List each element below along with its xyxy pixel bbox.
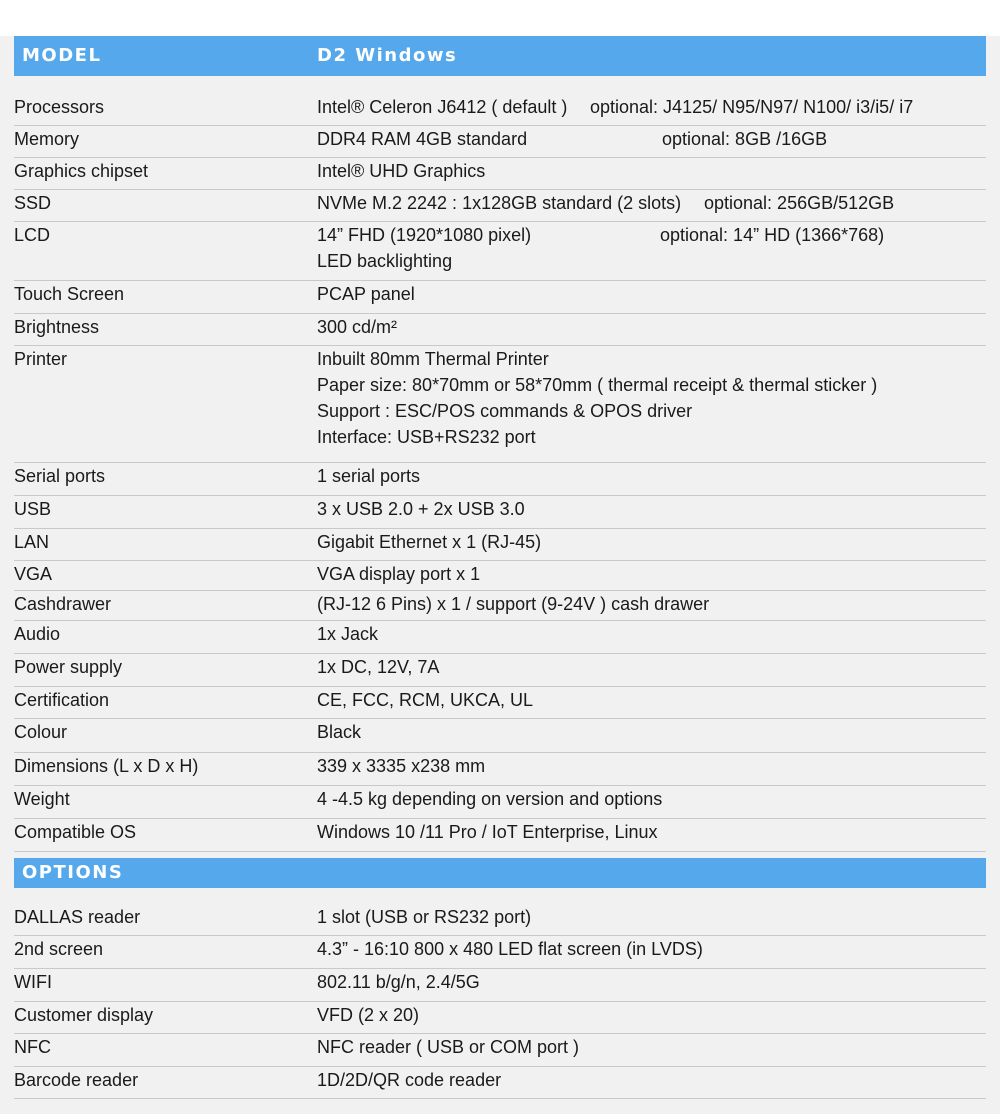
- spec-value-text: 3 x USB 2.0 + 2x USB 3.0: [317, 499, 525, 519]
- spec-value-text: Intel® Celeron J6412 ( default ): [317, 97, 568, 117]
- spec-label: Graphics chipset: [14, 161, 149, 181]
- spec-value-text: NVMe M.2 2242 : 1x128GB standard (2 slots): [317, 193, 682, 213]
- spec-row: [14, 591, 986, 621]
- spec-value: [317, 936, 703, 962]
- spec-row: [14, 94, 986, 126]
- spec-value: [317, 753, 485, 779]
- spec-value-text: NFC reader ( USB or COM port ): [317, 1037, 580, 1057]
- spec-value: [317, 94, 567, 120]
- spec-label: Printer: [14, 349, 68, 369]
- spec-label: Colour: [14, 722, 68, 742]
- spec-label: WIFI: [14, 972, 52, 992]
- spec-optional: optional: J4125/ N95/N97/ N100/ i3/i5/ i7: [590, 97, 914, 117]
- spec-label: Weight: [14, 789, 70, 809]
- spec-value: [317, 158, 485, 184]
- spec-value: [317, 463, 420, 489]
- spec-row: [14, 687, 986, 719]
- spec-value-text: 339 x 3335 x238 mm: [317, 756, 486, 776]
- model-spec-table: [14, 94, 986, 852]
- spec-label: Certification: [14, 690, 110, 710]
- spec-row: [14, 222, 986, 281]
- spec-row: [14, 158, 986, 190]
- spec-row: [14, 786, 986, 819]
- spec-optional: optional: 256GB/512GB: [704, 193, 895, 213]
- spec-label: Barcode reader: [14, 1070, 139, 1090]
- spec-label: Memory: [14, 129, 80, 149]
- spec-row: [14, 936, 986, 969]
- spec-label: LCD: [14, 225, 51, 245]
- spec-value-text: 1 slot (USB or RS232 port): [317, 907, 532, 927]
- spec-value-text: Gigabit Ethernet x 1 (RJ-45): [317, 532, 542, 552]
- spec-value: [317, 529, 541, 555]
- spec-value-text: PCAP panel: [317, 284, 415, 304]
- spec-value-text: DDR4 RAM 4GB standard: [317, 129, 528, 149]
- options-header-bar: [14, 858, 986, 888]
- spec-row: [14, 529, 986, 561]
- spec-value: [317, 621, 378, 647]
- spec-value: [317, 819, 658, 845]
- spec-label: Touch Screen: [14, 284, 125, 304]
- spec-row: [14, 621, 986, 654]
- spec-value: [317, 222, 531, 274]
- spec-row: [14, 753, 986, 786]
- spec-value: [317, 591, 709, 617]
- spec-row: [14, 561, 986, 591]
- spec-label: Audio: [14, 624, 61, 644]
- spec-row: [14, 719, 986, 753]
- spec-value-text: CE, FCC, RCM, UKCA, UL: [317, 690, 534, 710]
- spec-value-text: 1 serial ports: [317, 466, 421, 486]
- top-white-band: [0, 0, 1000, 36]
- spec-value-text: Inbuilt 80mm Thermal Printer: [317, 349, 549, 369]
- spec-row: [14, 496, 986, 529]
- spec-row: [14, 281, 986, 314]
- spec-label: DALLAS reader: [14, 907, 141, 927]
- options-header-label: OPTIONS: [22, 862, 124, 883]
- spec-value-text: 300 cd/m²: [317, 317, 398, 337]
- spec-value: [317, 561, 480, 587]
- spec-row: [14, 346, 986, 463]
- spec-value-text: 1x Jack: [317, 624, 379, 644]
- options-spec-table: [14, 904, 986, 1099]
- spec-row: [14, 819, 986, 852]
- spec-value: [317, 1034, 579, 1060]
- spec-label: 2nd screen: [14, 939, 104, 959]
- spec-value: [317, 1002, 419, 1028]
- spec-label: NFC: [14, 1037, 51, 1057]
- spec-value: [317, 126, 527, 152]
- spec-value-line: Paper size: 80*70mm or 58*70mm ( thermal receipt & thermal sticker ): [317, 375, 878, 395]
- spec-label: VGA: [14, 564, 53, 584]
- spec-label: Processors: [14, 97, 105, 117]
- spec-value: [317, 346, 877, 450]
- spec-row: [14, 314, 986, 346]
- spec-label: Power supply: [14, 657, 123, 677]
- spec-label: Brightness: [14, 317, 100, 337]
- spec-value-text: 802.11 b/g/n, 2.4/5G: [317, 972, 480, 992]
- spec-row: [14, 126, 986, 158]
- spec-row: [14, 904, 986, 936]
- spec-value-text: Intel® UHD Graphics: [317, 161, 486, 181]
- spec-value-text: VGA display port x 1: [317, 564, 481, 584]
- spec-value-text: VFD (2 x 20): [317, 1005, 420, 1025]
- spec-label: Cashdrawer: [14, 594, 112, 614]
- spec-value: [317, 314, 397, 340]
- model-header-value: D2 Windows: [317, 45, 458, 66]
- model-header-label: MODEL: [22, 45, 102, 66]
- model-header-bar: [14, 36, 986, 76]
- spec-label: Serial ports: [14, 466, 106, 486]
- spec-value: [317, 904, 531, 930]
- spec-label: Compatible OS: [14, 822, 137, 842]
- spec-value: [317, 496, 525, 522]
- spec-value: [317, 687, 533, 713]
- spec-row: [14, 969, 986, 1002]
- spec-value-text: 1x DC, 12V, 7A: [317, 657, 440, 677]
- spec-value: [317, 190, 681, 216]
- spec-value-text: Windows 10 /11 Pro / IoT Enterprise, Linux: [317, 822, 658, 842]
- spec-value-text: 4.3” - 16:10 800 x 480 LED flat screen (in LVDS): [317, 939, 703, 959]
- spec-value: [317, 654, 439, 680]
- spec-row: [14, 463, 986, 496]
- spec-label: Customer display: [14, 1005, 154, 1025]
- spec-value: [317, 969, 480, 995]
- spec-value-text: (RJ-12 6 Pins) x 1 / support (9-24V ) cash drawer: [317, 594, 710, 614]
- spec-row: [14, 1067, 986, 1099]
- spec-value-line: LED backlighting: [317, 251, 453, 271]
- spec-value-line: Interface: USB+RS232 port: [317, 427, 536, 447]
- spec-value-text: Black: [317, 722, 362, 742]
- spec-row: [14, 654, 986, 687]
- spec-value-text: 14” FHD (1920*1080 pixel): [317, 225, 532, 245]
- spec-value: [317, 786, 662, 812]
- spec-label: Dimensions (L x D x H): [14, 756, 199, 776]
- spec-optional: optional: 14” HD (1366*768): [660, 225, 885, 245]
- spec-label: LAN: [14, 532, 50, 552]
- spec-label: USB: [14, 499, 52, 519]
- spec-value: [317, 1067, 501, 1093]
- spec-row: [14, 190, 986, 222]
- spec-label: SSD: [14, 193, 52, 213]
- spec-row: [14, 1002, 986, 1034]
- spec-value-line: Support : ESC/POS commands & OPOS driver: [317, 401, 693, 421]
- spec-value-text: 4 -4.5 kg depending on version and options: [317, 789, 663, 809]
- spec-value-text: 1D/2D/QR code reader: [317, 1070, 502, 1090]
- spec-value: [317, 719, 361, 745]
- spec-value: [317, 281, 415, 307]
- spec-row: [14, 1034, 986, 1067]
- spec-optional: optional: 8GB /16GB: [662, 129, 828, 149]
